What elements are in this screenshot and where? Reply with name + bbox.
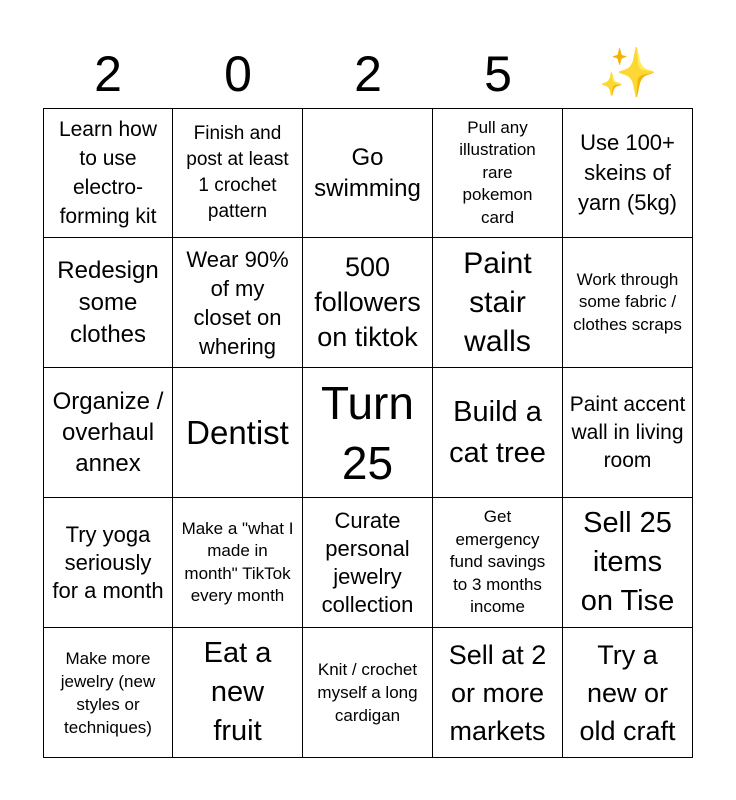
cell-text: Organize / overhaul annex xyxy=(52,388,164,477)
bingo-cell[interactable] xyxy=(303,498,433,628)
cell-text: 500 followers on tiktok xyxy=(314,252,421,352)
cell-text: Sell at 2 or more markets xyxy=(448,639,547,746)
cell-text: Finish and post at least 1 crochet pattern xyxy=(186,123,289,222)
cell-text: Use 100+ skeins of yarn (5kg) xyxy=(577,130,678,215)
bingo-cell[interactable] xyxy=(173,108,303,238)
cell-text: Try yoga seriously for a month xyxy=(52,521,164,603)
header-digit-5: 5 xyxy=(484,46,512,102)
cell-text: Paint stair walls xyxy=(463,247,532,358)
cell-text: Go swimming xyxy=(314,144,421,202)
cell-text: Eat a new fruit xyxy=(203,637,272,747)
cell-text: Redesign some clothes xyxy=(57,256,159,348)
bingo-cell[interactable] xyxy=(433,108,563,238)
bingo-cell[interactable] xyxy=(173,498,303,628)
bingo-cell[interactable] xyxy=(563,108,693,238)
cell-text: Turn 25 xyxy=(321,376,414,489)
cell-text: Make a "what I made in month" TikTok every month xyxy=(181,518,294,605)
cell-text: Knit / crochet myself a long cardigan xyxy=(317,660,418,725)
cell-text: Make more jewelry (new styles or techniques) xyxy=(60,648,156,737)
cell-text: Build a cat tree xyxy=(449,395,546,469)
bingo-cell[interactable] xyxy=(303,238,433,368)
bingo-cell[interactable] xyxy=(43,238,173,368)
header-digit-0: 0 xyxy=(224,46,252,102)
bingo-cell[interactable] xyxy=(563,628,693,758)
cell-text: Learn how to use electro-forming kit xyxy=(58,118,158,228)
bingo-cell[interactable] xyxy=(563,368,693,498)
bingo-cell[interactable] xyxy=(173,238,303,368)
cell-text: Get emergency fund savings to 3 months income xyxy=(449,507,546,617)
cell-text: Paint accent wall in living room xyxy=(569,392,686,472)
bingo-cell[interactable] xyxy=(563,238,693,368)
cell-text: Wear 90% of my closet on whering xyxy=(186,246,289,359)
bingo-cell[interactable] xyxy=(173,368,303,498)
bingo-cell[interactable] xyxy=(43,498,173,628)
bingo-cell[interactable] xyxy=(43,628,173,758)
cell-text: Curate personal jewelry collection xyxy=(321,507,414,617)
bingo-header xyxy=(43,40,693,108)
bingo-cell[interactable] xyxy=(303,628,433,758)
bingo-cell[interactable] xyxy=(563,498,693,628)
bingo-cell[interactable] xyxy=(433,238,563,368)
sparkles-icon: ✨ xyxy=(598,47,658,100)
bingo-cell[interactable] xyxy=(173,628,303,758)
cell-text: Try a new or old craft xyxy=(579,639,676,746)
bingo-cell[interactable] xyxy=(43,108,173,238)
header-digit-2: 2 xyxy=(94,46,122,102)
bingo-cell[interactable] xyxy=(303,108,433,238)
bingo-cell[interactable] xyxy=(433,368,563,498)
cell-text: Work through some fabric / clothes scraps xyxy=(573,269,682,334)
bingo-cell[interactable] xyxy=(43,368,173,498)
cell-text: Pull any illustration rare pokemon card xyxy=(459,117,536,227)
bingo-board xyxy=(43,108,693,758)
cell-text: Dentist xyxy=(186,413,289,451)
bingo-cell[interactable] xyxy=(303,368,433,498)
bingo-cell[interactable] xyxy=(433,498,563,628)
bingo-cell[interactable] xyxy=(433,628,563,758)
cell-text: Sell 25 items on Tise xyxy=(580,507,675,617)
header-digit-2b: 2 xyxy=(354,46,382,102)
